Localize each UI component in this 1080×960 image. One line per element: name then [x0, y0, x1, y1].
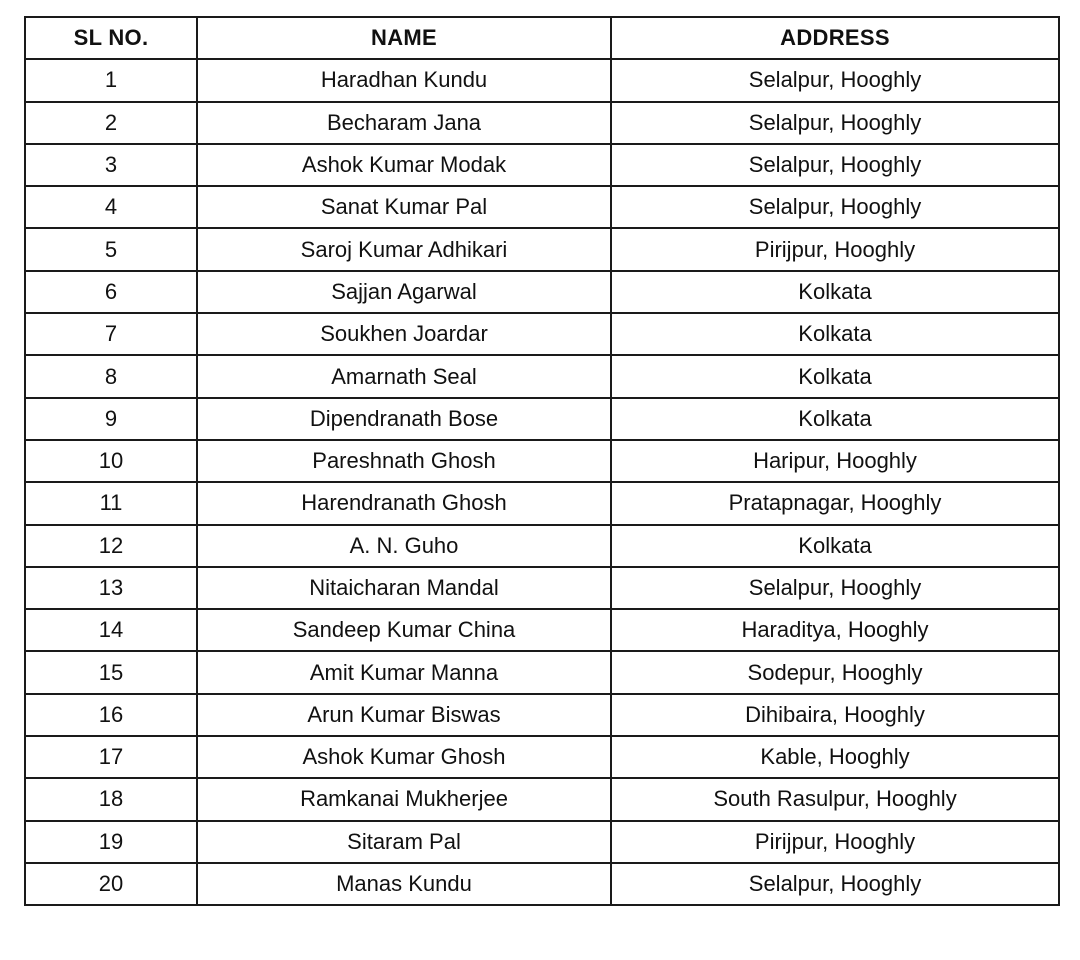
cell-address: Selalpur, Hooghly — [611, 144, 1059, 186]
table-row — [25, 736, 1059, 778]
cell-name: Ramkanai Mukherjee — [197, 778, 611, 820]
cell-sl-no: 18 — [25, 778, 197, 820]
table-row — [25, 398, 1059, 440]
cell-address: Pirijpur, Hooghly — [611, 821, 1059, 863]
cell-address: Pratapnagar, Hooghly — [611, 482, 1059, 524]
table-row — [25, 271, 1059, 313]
cell-name: Amit Kumar Manna — [197, 651, 611, 693]
cell-address: Pirijpur, Hooghly — [611, 228, 1059, 270]
cell-sl-no: 20 — [25, 863, 197, 905]
cell-sl-no: 6 — [25, 271, 197, 313]
cell-sl-no: 5 — [25, 228, 197, 270]
table-row — [25, 59, 1059, 101]
table-row — [25, 228, 1059, 270]
cell-sl-no: 3 — [25, 144, 197, 186]
cell-name: Saroj Kumar Adhikari — [197, 228, 611, 270]
cell-sl-no: 16 — [25, 694, 197, 736]
cell-sl-no: 1 — [25, 59, 197, 101]
table-row — [25, 863, 1059, 905]
cell-address: South Rasulpur, Hooghly — [611, 778, 1059, 820]
cell-address: Kable, Hooghly — [611, 736, 1059, 778]
cell-sl-no: 14 — [25, 609, 197, 651]
cell-address: Kolkata — [611, 313, 1059, 355]
cell-sl-no: 9 — [25, 398, 197, 440]
cell-name: Dipendranath Bose — [197, 398, 611, 440]
cell-address: Selalpur, Hooghly — [611, 863, 1059, 905]
cell-name: A. N. Guho — [197, 525, 611, 567]
cell-name: Ashok Kumar Modak — [197, 144, 611, 186]
header-address: ADDRESS — [611, 17, 1059, 59]
cell-address: Kolkata — [611, 271, 1059, 313]
cell-name: Sajjan Agarwal — [197, 271, 611, 313]
cell-sl-no: 15 — [25, 651, 197, 693]
cell-address: Haraditya, Hooghly — [611, 609, 1059, 651]
table-row — [25, 144, 1059, 186]
members-table — [24, 16, 1060, 906]
table-row — [25, 313, 1059, 355]
cell-sl-no: 12 — [25, 525, 197, 567]
cell-address: Sodepur, Hooghly — [611, 651, 1059, 693]
cell-name: Arun Kumar Biswas — [197, 694, 611, 736]
table-row — [25, 186, 1059, 228]
cell-address: Dihibaira, Hooghly — [611, 694, 1059, 736]
cell-sl-no: 4 — [25, 186, 197, 228]
header-sl-no: SL NO. — [25, 17, 197, 59]
cell-address: Kolkata — [611, 398, 1059, 440]
cell-sl-no: 8 — [25, 355, 197, 397]
cell-name: Haradhan Kundu — [197, 59, 611, 101]
cell-sl-no: 10 — [25, 440, 197, 482]
table-row — [25, 355, 1059, 397]
cell-address: Kolkata — [611, 525, 1059, 567]
table-row — [25, 102, 1059, 144]
cell-address: Kolkata — [611, 355, 1059, 397]
cell-address: Haripur, Hooghly — [611, 440, 1059, 482]
table-body — [25, 59, 1059, 905]
cell-address: Selalpur, Hooghly — [611, 59, 1059, 101]
cell-name: Ashok Kumar Ghosh — [197, 736, 611, 778]
cell-sl-no: 11 — [25, 482, 197, 524]
cell-sl-no: 7 — [25, 313, 197, 355]
cell-name: Sanat Kumar Pal — [197, 186, 611, 228]
cell-address: Selalpur, Hooghly — [611, 186, 1059, 228]
cell-name: Amarnath Seal — [197, 355, 611, 397]
cell-address: Selalpur, Hooghly — [611, 567, 1059, 609]
cell-name: Soukhen Joardar — [197, 313, 611, 355]
table-row — [25, 694, 1059, 736]
table-row — [25, 609, 1059, 651]
table-row — [25, 821, 1059, 863]
cell-sl-no: 13 — [25, 567, 197, 609]
cell-name: Pareshnath Ghosh — [197, 440, 611, 482]
table-row — [25, 651, 1059, 693]
table-row — [25, 567, 1059, 609]
cell-name: Harendranath Ghosh — [197, 482, 611, 524]
cell-sl-no: 2 — [25, 102, 197, 144]
table-row — [25, 525, 1059, 567]
table-row — [25, 440, 1059, 482]
table-header — [25, 17, 1059, 59]
cell-address: Selalpur, Hooghly — [611, 102, 1059, 144]
cell-name: Nitaicharan Mandal — [197, 567, 611, 609]
header-name: NAME — [197, 17, 611, 59]
cell-name: Sandeep Kumar China — [197, 609, 611, 651]
header-row — [25, 17, 1059, 59]
cell-name: Becharam Jana — [197, 102, 611, 144]
cell-sl-no: 19 — [25, 821, 197, 863]
cell-name: Manas Kundu — [197, 863, 611, 905]
cell-sl-no: 17 — [25, 736, 197, 778]
cell-name: Sitaram Pal — [197, 821, 611, 863]
table-row — [25, 778, 1059, 820]
table-row — [25, 482, 1059, 524]
